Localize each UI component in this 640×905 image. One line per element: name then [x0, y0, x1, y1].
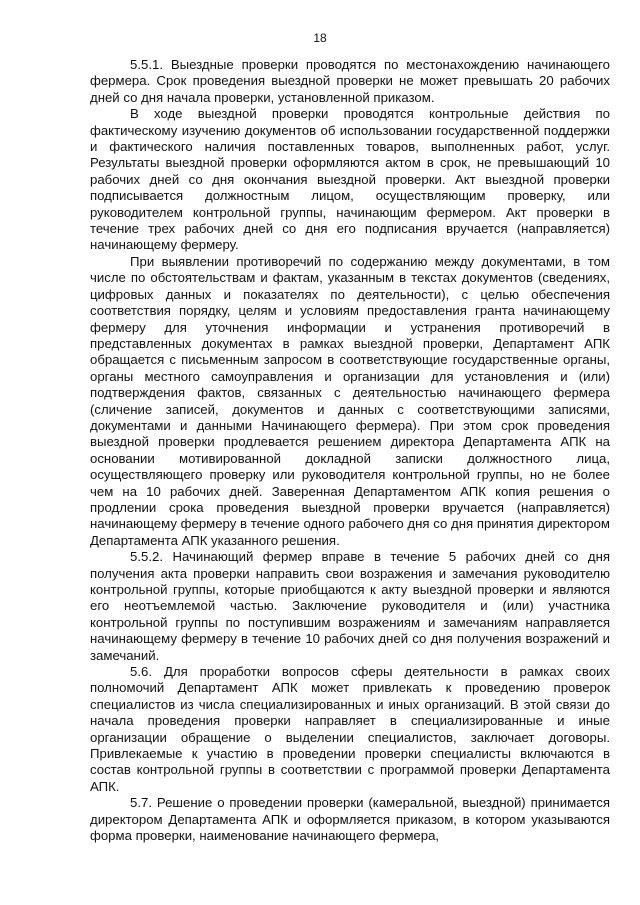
paragraph-onsite-inspection-actions: В ходе выездной проверки проводятся контрольные действия по фактическому изучению документов об использовании государственной поддержки и фактического наличия поставленных товаров, выполненных работ, услуг. Результаты выездной проверки оформляются актом в срок, не превышающий 10 рабочих дней со дня окончания выездной проверки. Акт выездной проверки подписывается должностным лицом, осуществляющим проверку, или руководителем контрольной группы, начинающим фермером. Акт проверки в течение трех рабочих дней со дня его подписания вручается (направляется) начинающему фермеру.	[90, 106, 610, 253]
document-body	[90, 57, 610, 845]
paragraph-5-7: 5.7. Решение о проведении проверки (камеральной, выездной) принимается директором Департамента АПК и оформляется приказом, в котором указываются форма проверки, наименование начинающего фермера,	[90, 795, 610, 844]
paragraph-5-5-1: 5.5.1. Выездные проверки проводятся по местонахождению начинающего фермера. Срок проведения выездной проверки не может превышать 20 рабочих дней со дня начала проверки, установленной приказом.	[90, 57, 610, 105]
page-number: 18	[313, 31, 327, 45]
paragraph-contradictions: При выявлении противоречий по содержанию между документами, в том числе по обстоятельствам и фактам, указанным в текстах документов (сведениях, цифровых данных и показателях по деятельности), с целью обеспечения соответствия порядку, целям и условиям предоставления гранта начинающему фермеру для уточнения информации и устранения противоречий в представленных документах в рамках выездной проверки, Департамент АПК обращается с письменным запросом в соответствующие государственные органы, органы местного самоуправления и организации для установления и (или) подтверждения фактов, связанных с деятельностью начинающего фермера (сличение записей, документов и данных с соответствующими записями, документами и данными Начинающего фермера). При этом срок проведения выездной проверки продлевается решением директора Департамента АПК на основании мотивированной докладной записки должностного лица, осуществляющего проверку или руководителя контрольной группы, но не более чем на 10 рабочих дней. Заверенная Департаментом АПК копия решения о продлении срока проведения выездной проверки вручается (направляется) начинающему фермеру в течение одного рабочего дня со дня принятия директором Департамента АПК указанного решения.	[90, 253, 610, 548]
paragraph-5-6: 5.6. Для проработки вопросов сферы деятельности в рамках своих полномочий Департамент АПК может привлекать к проведению проверок специалистов из числа специализированных и иных организаций. В этой связи до начала проведения проверки направляет в специализированные и иные организации обращение о выделении специалистов, заключает договоры. Привлекаемые к участию в проведении проверки специалисты включаются в состав контрольной группы в соответствии с программой проверки Департамента АПК.	[90, 664, 610, 794]
paragraph-5-5-2: 5.5.2. Начинающий фермер вправе в течение 5 рабочих дней со дня получения акта проверки направить свои возражения и замечания руководителю контрольной группы, которые приобщаются к акту выездной проверки и являются его неотъемлемой частью. Заключение руководителя и (или) участника контрольной группы по поступившим возражениям и замечаниям направляется начинающему фермеру в течение 10 рабочих дней со дня получения возражений и замечаний.	[90, 549, 610, 663]
